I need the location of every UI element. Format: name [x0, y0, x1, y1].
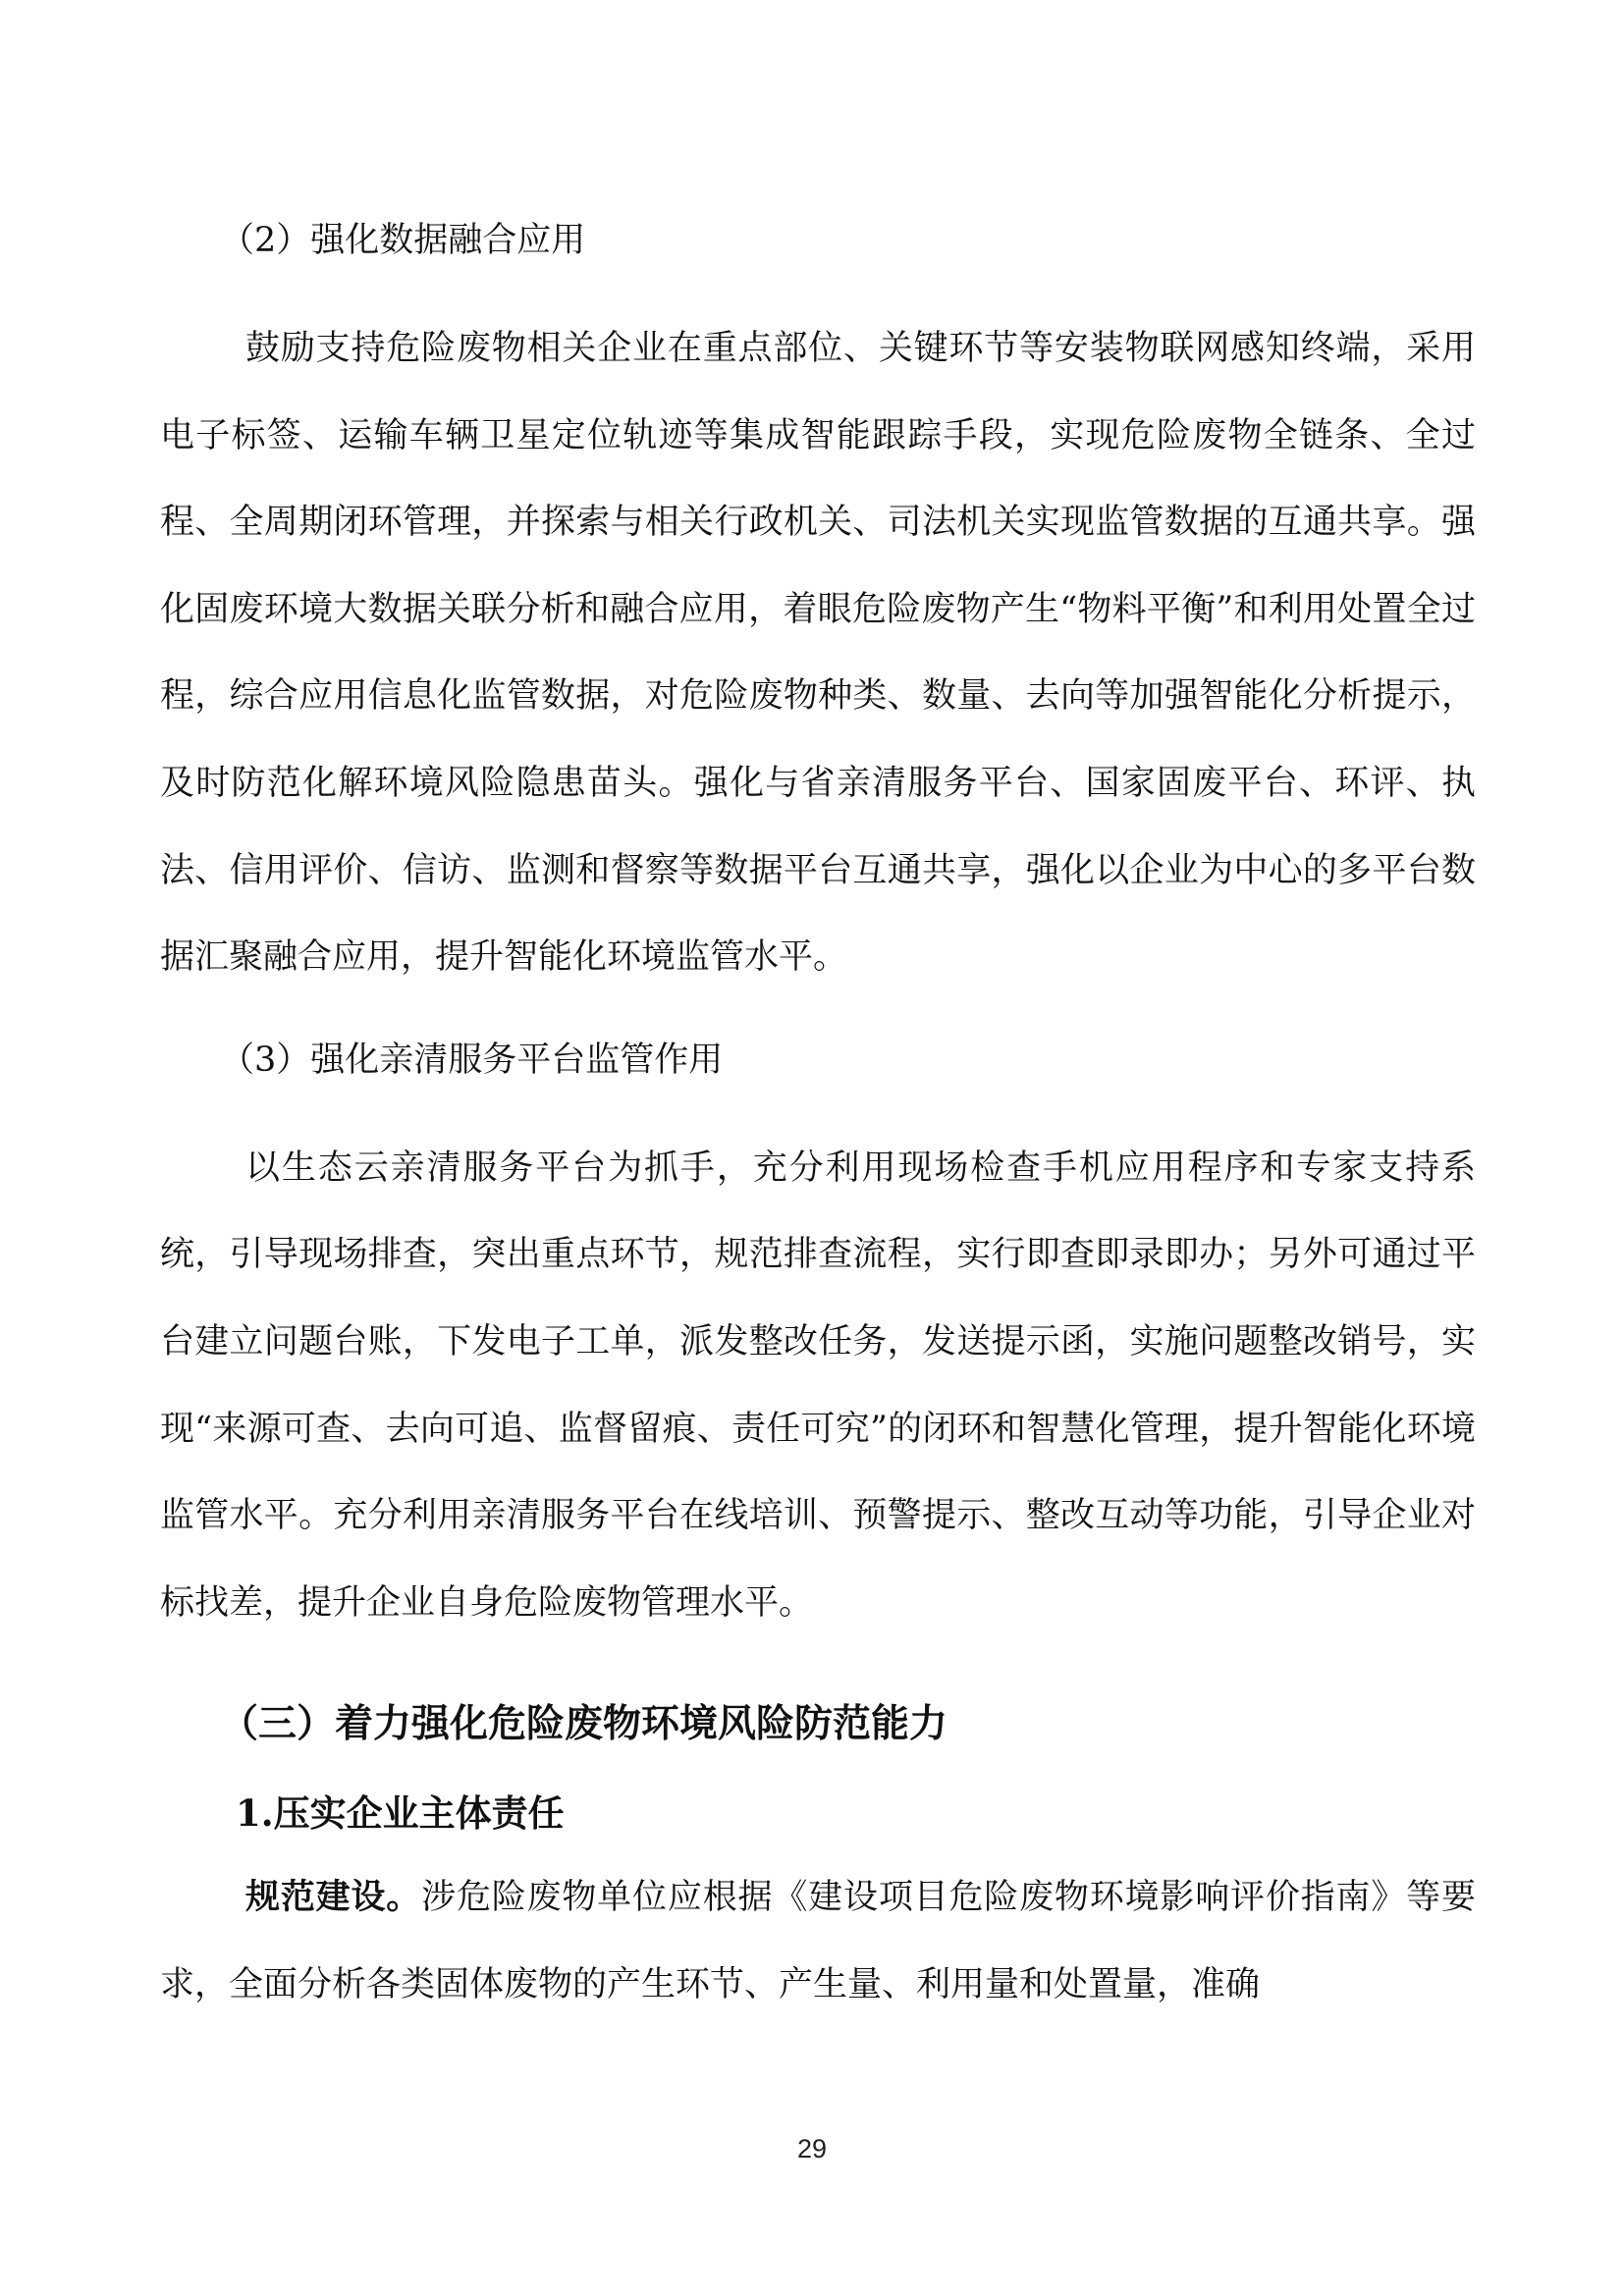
subheading-2: （2）强化数据融合应用	[220, 221, 586, 260]
page-body	[160, 211, 1476, 2029]
page-number: 29	[796, 2134, 828, 2163]
paragraph-service-platform: 以生态云亲清服务平台为抓手，充分利用现场检查手机应用程序和专家支持系统，引导现场排查，突出重点环节，规范排查流程，实行即查即录即办；另外可通过平台建立问题台账，下发电子工单，派发整改任务，发送提示函，实施问题整改销号，实现“来源可查、去向可追、监督留痕、责任可究”的闭环和智慧化管理，提升智能化环境监管水平。充分利用亲清服务平台在线培训、预警提示、整改互动等功能，引导企业对标找差，提升企业自身危险废物管理水平。	[160, 1148, 1476, 1623]
subheading-3: （3）强化亲清服务平台监管作用	[220, 1040, 724, 1080]
paragraph-body-text: 涉危险废物单位应根据《建设项目危险废物环境影响评价指南》等要求，全面分析各类固体废物的产生环节、产生量、利用量和处置量，准确	[160, 1878, 1476, 2004]
paragraph-standard-construction	[160, 1854, 1476, 2028]
paragraph-lead-term: 规范建设。	[245, 1878, 422, 1918]
item-heading: 1.压实企业主体责任	[236, 1791, 565, 1836]
paragraph-data-fusion: 鼓励支持危险废物相关企业在重点部位、关键环节等安装物联网感知终端，采用电子标签、运输车辆卫星定位轨迹等集成智能跟踪手段，实现危险废物全链条、全过程、全周期闭环管理，并探索与相关行政机关、司法机关实现监管数据的互通共享。强化固废环境大数据关联分析和融合应用，着眼危险废物产生“物料平衡”和利用处置全过程，综合应用信息化监管数据，对危险废物种类、数量、去向等加强智能化分析提示，及时防范化解环境风险隐患苗头。强化与省亲清服务平台、国家固废平台、环评、执法、信用评价、信访、监测和督察等数据平台互通共享，强化以企业为中心的多平台数据汇聚融合应用，提升智能化环境监管水平。	[160, 329, 1476, 978]
section-heading: （三）着力强化危险废物环境风险防范能力	[220, 1702, 948, 1747]
